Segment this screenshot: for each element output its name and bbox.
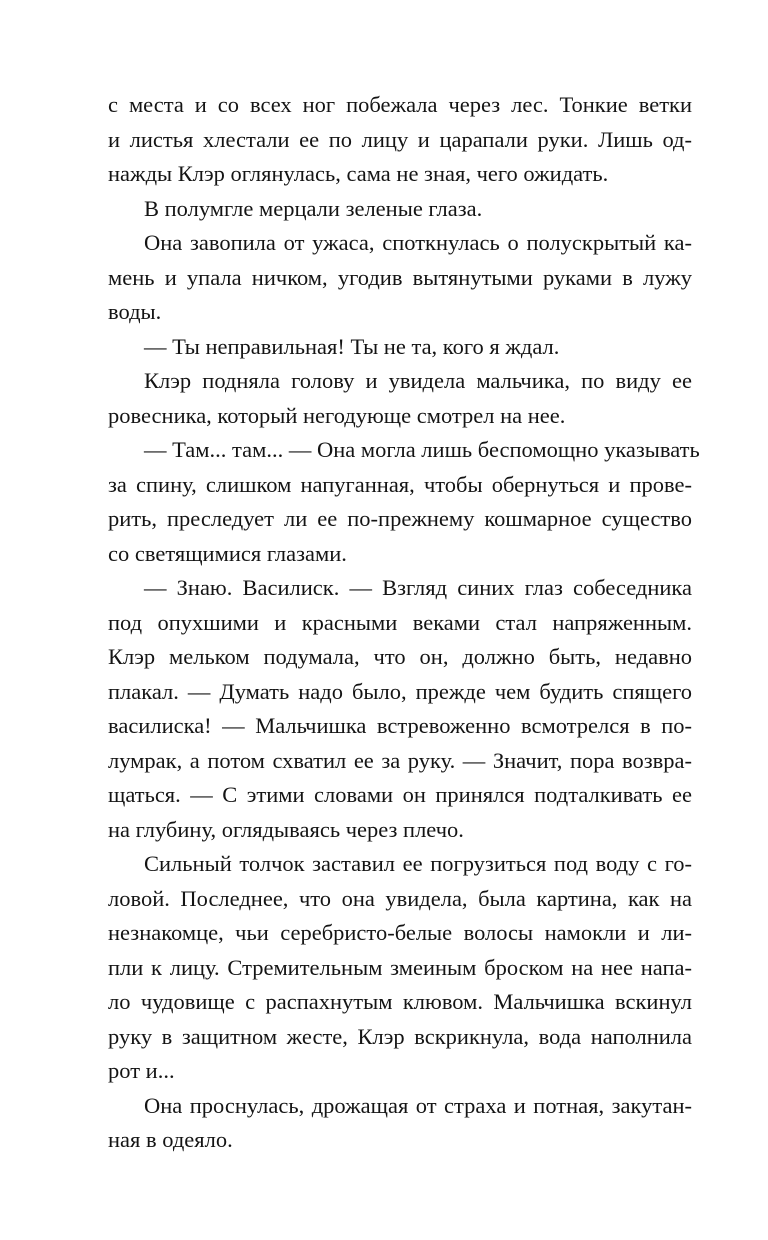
body-text: [108, 88, 700, 1158]
text-line: ловой. Последнее, что она увидела, была картина, как на: [108, 885, 692, 911]
text-line: и листья хлестали ее по лицу и царапали руки. Лишь од-: [108, 126, 692, 152]
text-line: мень и упала ничком, угодив вытянутыми руками в лужу: [108, 264, 692, 290]
text-line: Она проснулась, дрожащая от страха и потная, закутан-: [144, 1092, 692, 1118]
text-line: за спину, слишком напуганная, чтобы обернуться и прове-: [108, 471, 692, 497]
text-line: Клэр мельком подумала, что он, должно быть, недавно: [108, 644, 692, 669]
text-line: под опухшими и красными веками стал напряженным.: [108, 609, 692, 635]
text-line: незнакомце, чьи серебристо-белые волосы намокли и ли-: [108, 920, 692, 945]
text-line: щаться. — С этими словами он принялся подталкивать ее: [108, 782, 692, 807]
text-line: ло чудовище с распахнутым клювом. Мальчишка вскинул: [108, 989, 692, 1014]
text-line: плакал. — Думать надо было, прежде чем будить спящего: [108, 678, 692, 704]
text-line: с места и со всех ног побежала через лес. Тонкие ветки: [108, 92, 692, 117]
text-line: ная в одеяло.: [108, 1127, 233, 1152]
text-line: — Знаю. Василиск. — Взгляд синих глаз собеседника: [144, 575, 692, 600]
text-line: В полумгле мерцали зеленые глаза.: [144, 195, 483, 221]
text-line: Сильный толчок заставил ее погрузиться под воду с го-: [144, 851, 692, 876]
text-line: лумрак, а потом схватил ее за руку. — Значит, пора возвра-: [108, 747, 692, 773]
text-line: руку в защитном жесте, Клэр вскрикнула, вода наполнила: [108, 1023, 692, 1049]
text-line: со светящимися глазами.: [108, 540, 347, 566]
text-line: воды.: [108, 299, 162, 324]
text-line: пли к лицу. Стремительным змеиным броском на нее напа-: [108, 954, 692, 980]
text-line: — Там... там... — Она могла лишь беспомощно указывать: [144, 437, 700, 462]
text-line: — Ты неправильная! Ты не та, кого я ждал.: [144, 333, 560, 359]
text-line: рить, преследует ли ее по-прежнему кошмарное существо: [108, 506, 692, 531]
text-line: нажды Клэр оглянулась, сама не зная, чего ожидать.: [108, 161, 609, 186]
text-line: Клэр подняла голову и увидела мальчика, по виду ее: [144, 368, 692, 393]
text-line: ровесника, который негодующе смотрел на нее.: [108, 402, 566, 428]
text-line: рот и...: [108, 1058, 175, 1083]
text-line: Она завопила от ужаса, споткнулась о полускрытый ка-: [144, 230, 692, 255]
text-line: на глубину, оглядываясь через плечо.: [108, 816, 464, 842]
text-line: василиска! — Мальчишка встревоженно всмотрелся в по-: [108, 713, 692, 738]
